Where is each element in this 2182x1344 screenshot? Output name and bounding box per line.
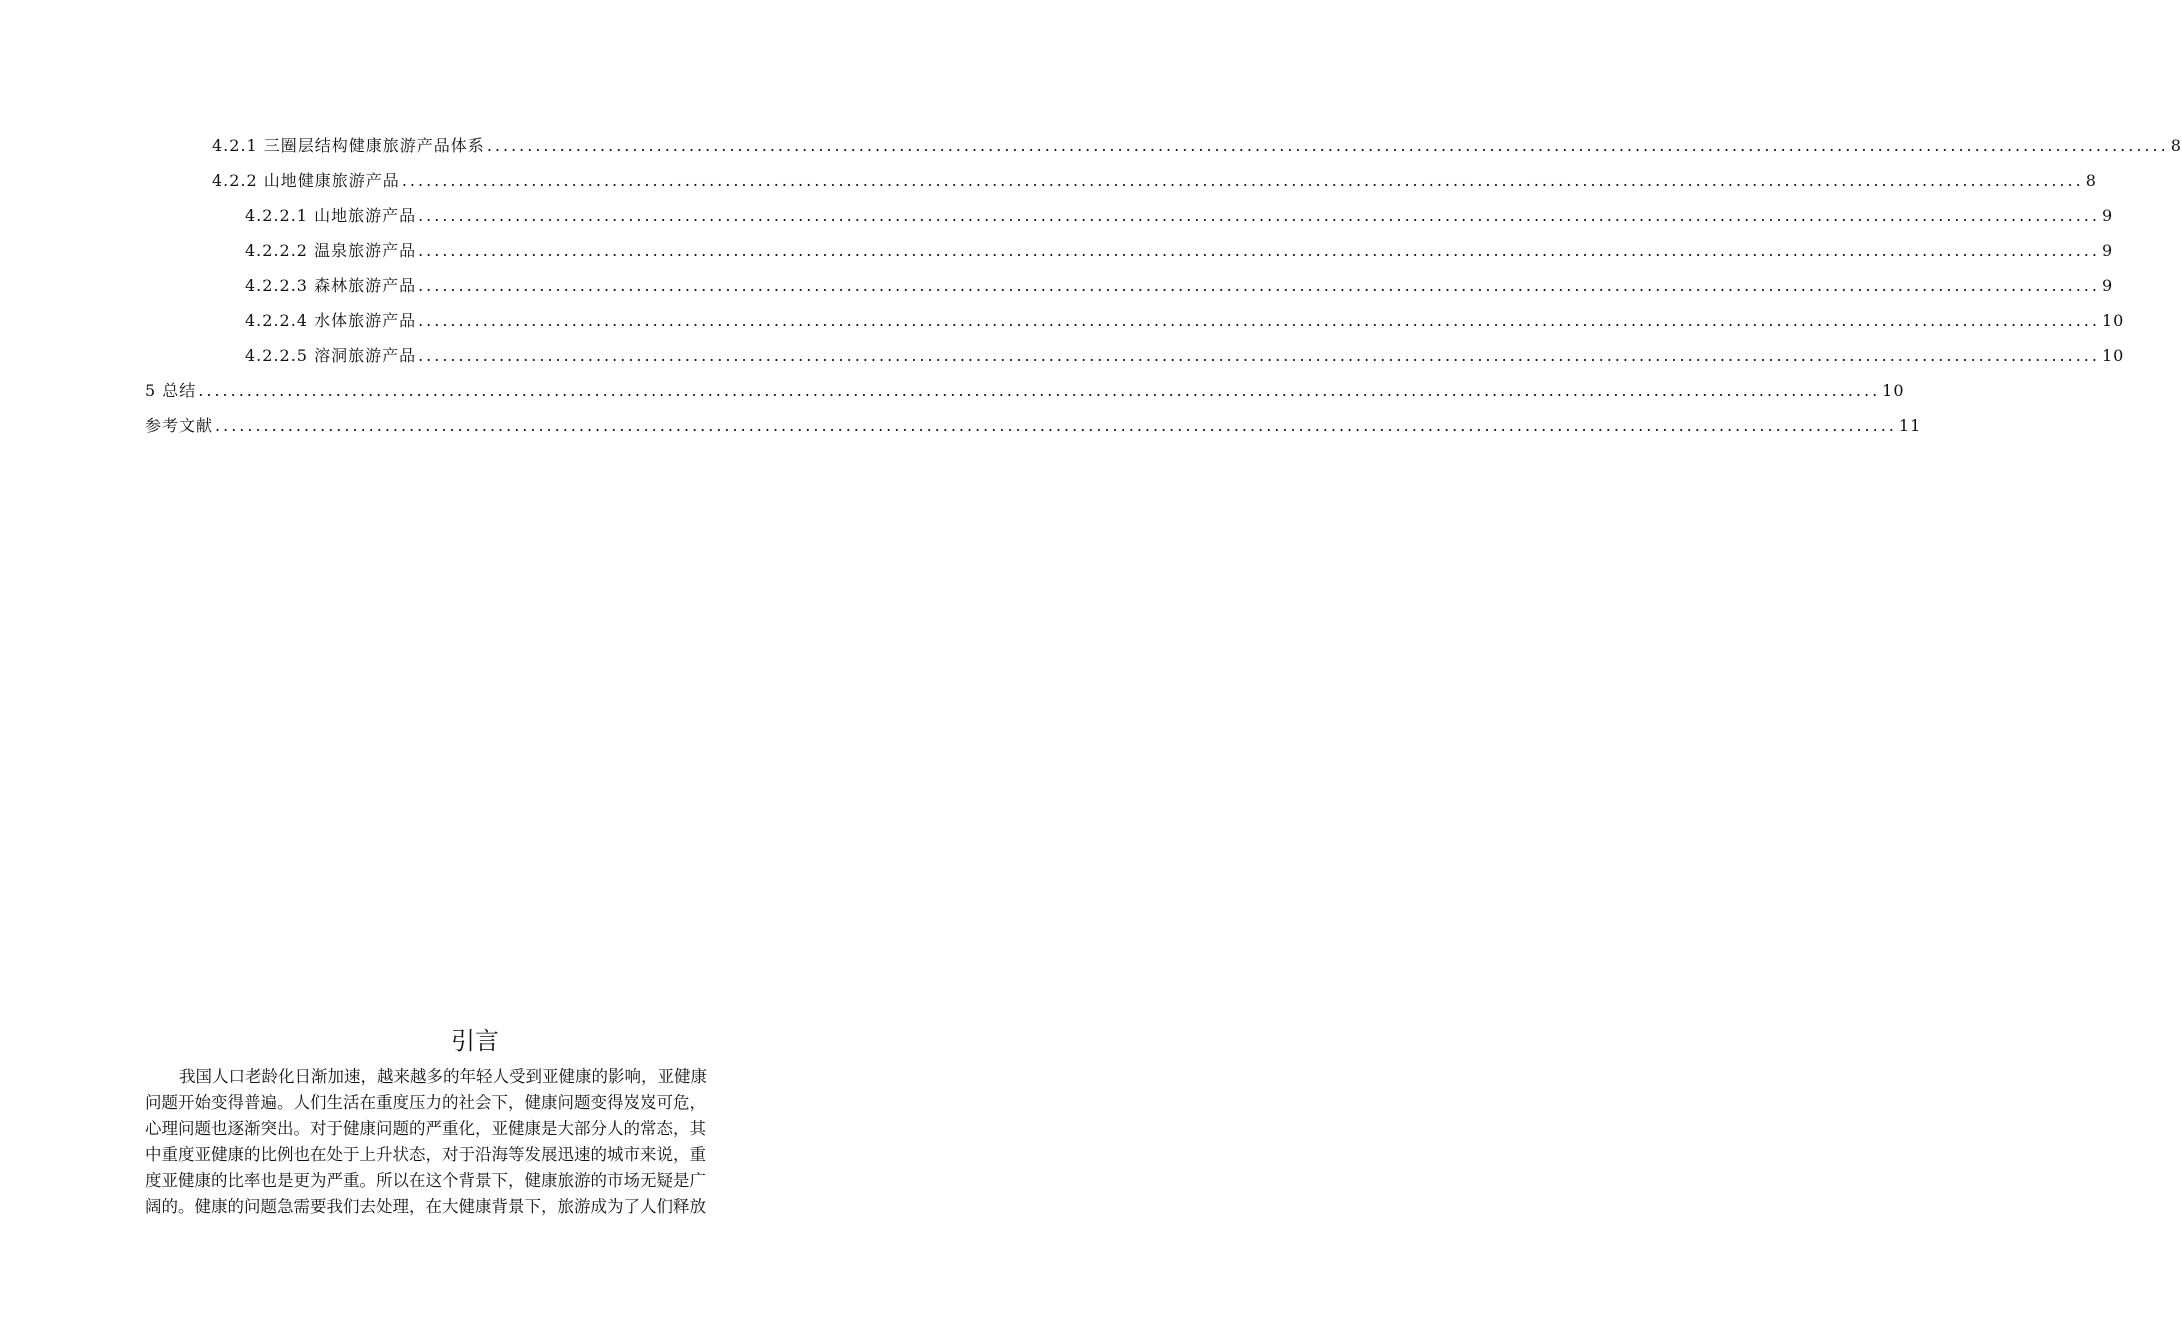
toc-dot-leader: ................................................................................................................................................................................................................ — [418, 276, 2100, 295]
toc-page-number: 9 — [2101, 241, 2114, 260]
toc-entry-title: 参考文献 — [145, 416, 214, 435]
toc-page-number: 10 — [1882, 381, 1905, 400]
paragraph-line: 我国人口老龄化日渐加速，越来越多的年轻人受到亚健康的影响，亚健康 — [179, 1067, 707, 1086]
toc-entry-title: 4.2.2.2 温泉旅游产品 — [245, 241, 417, 260]
toc-dot-leader: ................................................................................................................................................................................................................ — [401, 171, 2084, 190]
toc-entry-title: 4.2.2.4 水体旅游产品 — [245, 311, 417, 330]
toc-page-number: 10 — [2101, 346, 2125, 365]
toc-entry-title: 4.2.2.3 森林旅游产品 — [245, 276, 417, 295]
toc-entry-title: 4.2.2.1 山地旅游产品 — [245, 206, 417, 225]
paragraph-line: 问题开始变得普遍。人们生活在重度压力的社会下，健康问题变得岌岌可危， — [145, 1093, 706, 1112]
toc-dot-leader: ................................................................................................................................................................................................................ — [198, 381, 1881, 400]
toc-entry[interactable] — [245, 344, 2125, 368]
toc-entry[interactable] — [145, 379, 1905, 403]
toc-entry[interactable] — [212, 134, 2182, 158]
toc-entry[interactable] — [245, 239, 2114, 263]
toc-entry-title: 4.2.2.5 溶洞旅游产品 — [245, 346, 417, 365]
toc-dot-leader: ................................................................................................................................................................................................................ — [486, 136, 2169, 155]
toc-entry-title: 4.2.2 山地健康旅游产品 — [212, 171, 400, 190]
toc-dot-leader: ................................................................................................................................................................................................................ — [418, 206, 2100, 225]
toc-entry[interactable] — [245, 204, 2114, 228]
toc-entry-title: 5 总结 — [145, 381, 197, 400]
toc-page-number: 8 — [2170, 136, 2182, 155]
toc-entry[interactable] — [212, 169, 2097, 193]
toc-page-number: 9 — [2101, 206, 2114, 225]
toc-entry[interactable] — [245, 309, 2125, 333]
paragraph-line: 度亚健康的比率也是更为严重。所以在这个背景下，健康旅游的市场无疑是广 — [145, 1171, 706, 1190]
toc-entry[interactable] — [245, 274, 2114, 298]
toc-page-number: 8 — [2085, 171, 2097, 190]
paragraph-line: 阔的。健康的问题急需要我们去处理，在大健康背景下，旅游成为了人们释放 — [145, 1197, 706, 1216]
section-heading: 引言 — [451, 1027, 499, 1055]
paragraph-line: 中重度亚健康的比例也在处于上升状态，对于沿海等发展迅速的城市来说，重 — [145, 1145, 706, 1164]
paragraph-line: 心理问题也逐渐突出。对于健康问题的严重化，亚健康是大部分人的常态，其 — [145, 1119, 706, 1138]
toc-entry-title: 4.2.1 三圈层结构健康旅游产品体系 — [212, 136, 485, 155]
toc-page-number: 9 — [2101, 276, 2114, 295]
toc-entry[interactable] — [145, 414, 1922, 438]
toc-page-number: 11 — [1898, 416, 1922, 435]
toc-dot-leader: ................................................................................................................................................................................................................ — [418, 346, 2100, 365]
toc-dot-leader: ................................................................................................................................................................................................................ — [418, 241, 2100, 260]
toc-dot-leader: ................................................................................................................................................................................................................ — [418, 311, 2100, 330]
intro-paragraph — [145, 1064, 807, 1220]
toc-page-number: 10 — [2101, 311, 2125, 330]
toc-dot-leader: ................................................................................................................................................................................................................ — [215, 416, 1897, 435]
